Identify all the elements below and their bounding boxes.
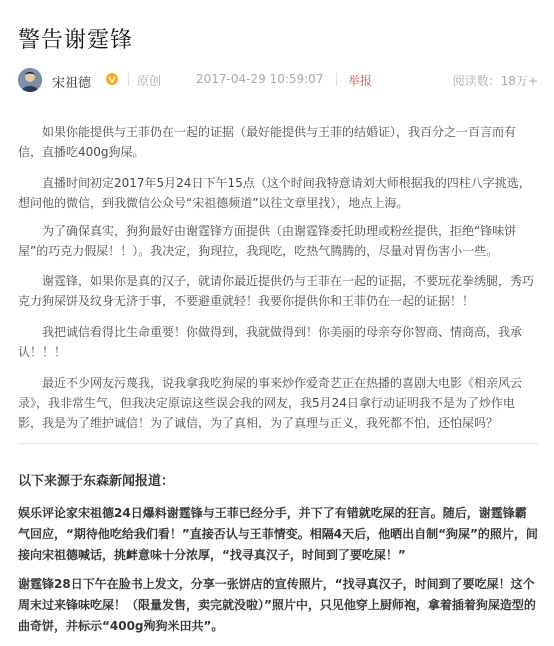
news-source-heading: 以下来源于东森新闻报道：	[18, 474, 175, 489]
meta-divider	[336, 73, 337, 86]
body-paragraph: 我把诚信看得比生命重要！你做得到，我就做得到！你美丽的母亲夸你智商、情商高，我承认！！！	[18, 325, 523, 359]
vip-verified-icon	[106, 73, 118, 85]
article-title: 警告谢霆锋	[18, 28, 134, 53]
body-paragraph: 直播时间初定2017年5月24日下午15点（这个时间我特意请刘大师根据我的四柱八字挑选，想问他的微信，到我微信公众号“宋祖德频道”以往文章里找），地点上海。	[18, 176, 531, 210]
article-meta-bar	[18, 68, 538, 92]
report-link[interactable]: 举报	[348, 74, 373, 88]
read-count: 阅读数：18万+	[452, 74, 538, 88]
body-paragraph: 如果你能提供与王菲仍在一起的证据（最好能提供与王菲的结婚证），我百分之一百言而有信，直播吃400g狗屎。	[18, 125, 517, 159]
meta-divider	[128, 73, 129, 86]
original-tag: 原创	[137, 74, 162, 88]
news-paragraph: 娱乐评论家宋祖德24日爆料谢霆锋与王菲已经分手，并下了有错就吃屎的狂言。随后，谢霆锋霸气回应，“期待他吃给我们看！”直接否认与王菲情变。相隔4天后，他晒出自制“狗屎”的照片，间接向宋祖德喊话，挑衅意味十分浓厚，“找寻真汉子，时间到了要吃屎！”	[18, 506, 538, 562]
body-paragraph: 为了确保真实，狗狗最好由谢霆锋方面提供（由谢霆锋委托助理或粉丝提供，拒绝“锋味饼屋”的巧克力假屎！！）。我决定，狗现拉，我现吃，吃热气腾腾的，尽量对胃伤害小一些。	[18, 224, 517, 258]
section-divider	[18, 443, 538, 444]
publish-timestamp: 2017-04-29 10:59:07	[196, 72, 324, 86]
avatar-portrait-icon	[18, 68, 42, 92]
author-avatar[interactable]	[18, 68, 42, 92]
body-paragraph: 最近不少网友污蔑我，说我拿我吃狗屎的事来炒作爱奇艺正在热播的喜剧大电影《相亲风云录》，我非常生气，但我决定原谅这些误会我的网友，我5月24日拿行动证明我不是为了炒作电影，我是为了维护诚信！为了诚信，为了真相，为了真理与正义，我死都不怕，还怕屎吗？	[18, 376, 523, 430]
author-name[interactable]: 宋祖德	[52, 76, 92, 91]
news-paragraph: 谢霆锋28日下午在脸书上发文，分享一张饼店的宣传照片，“找寻真汉子，时间到了要吃屎！这个周末过来锋味吃屎！（限量发售，卖完就没啦）”照片中，只见他穿上厨师袍，拿着插着狗屎造型的曲奇饼，并标示“400g殉狗米田共”。	[18, 577, 536, 633]
body-paragraph: 谢霆锋，如果你是真的汉子，就请你最近提供仍与王菲在一起的证据，不要玩花拳绣腿，秀巧克力狗屎饼及纹身无济于事，不要避重就轻！我要你提供你和王菲仍在一起的证据！！	[18, 274, 535, 308]
